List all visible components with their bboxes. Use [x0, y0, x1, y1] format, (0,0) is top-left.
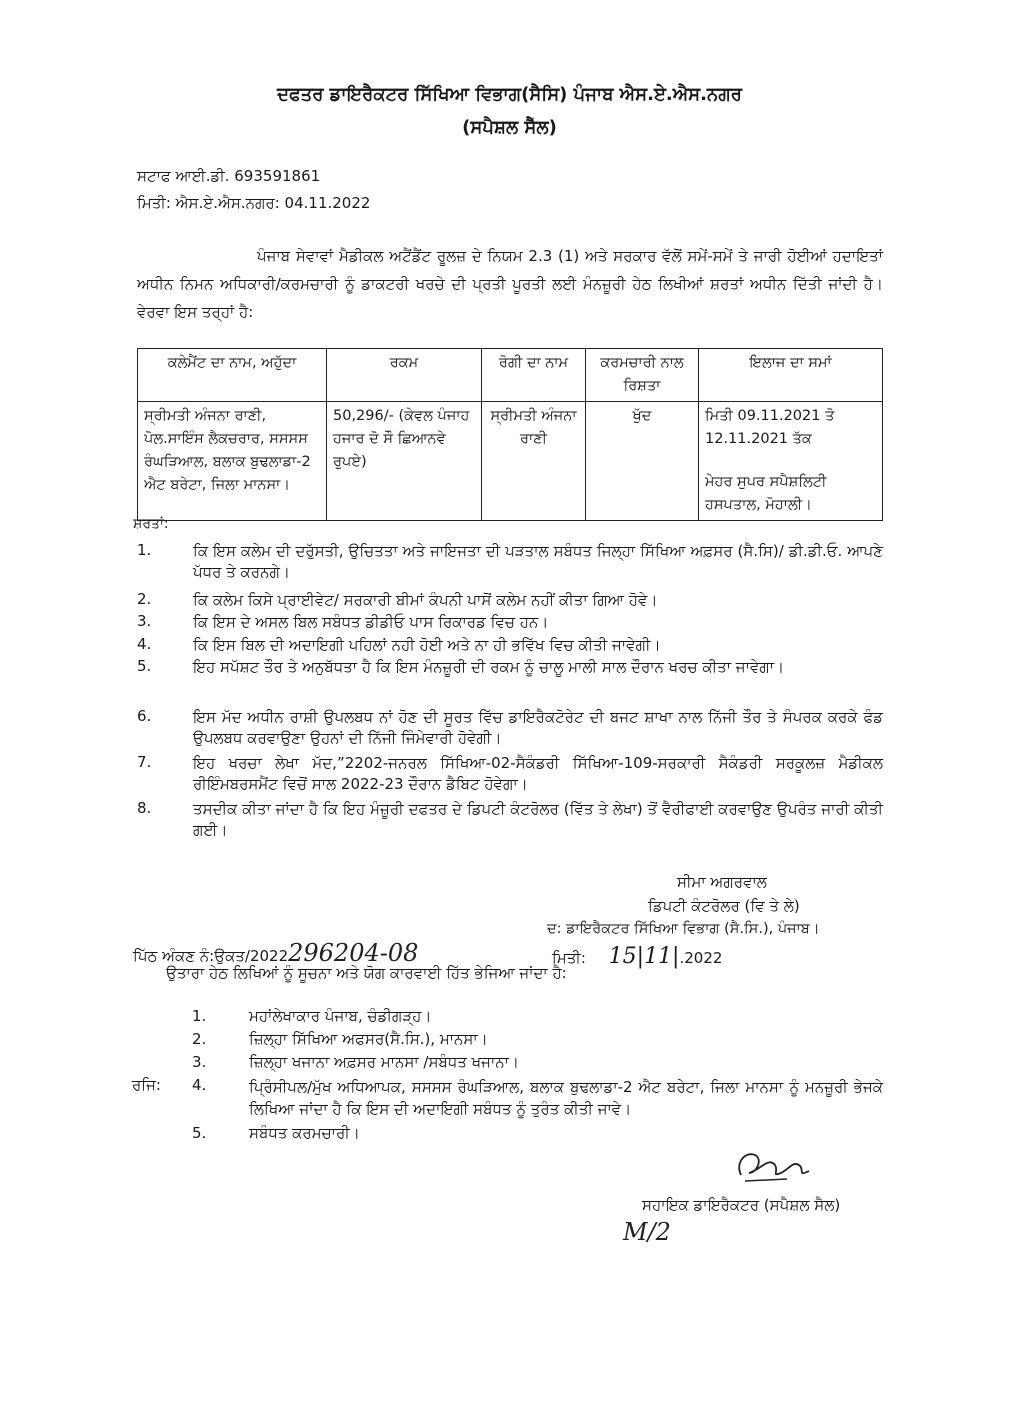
handwritten-date: 15|11|: [608, 944, 680, 969]
recipient-text: ਪ੍ਰਿੰਸੀਪਲ/ਮੁੱਖ ਅਧਿਆਪਕ, ਸਸਸਸ ਰੰਘੜਿਆਲ, ਬਲਾਕ ਬੁਢਲਾਡਾ-2 ਐਟ ਬਰੇਟਾ, ਜਿਲਾ ਮਾਨਸਾ ਨੂੰ ਮਨਜ਼ੂਰੀ ਭੇਜਕੇ ਲਿਖਿਆ ਜਾਂਦਾ ਹੈ ਕਿ ਇਸ ਦੀ ਅਦਾਇਗੀ ਸਬੰਧਤ ਨੂੰ ਤੁਰੰਤ ਕੀਤੀ ਜਾਵੇ।: [249, 1078, 883, 1118]
col-treatment-period: ਇਲਾਜ ਦਾ ਸਮਾਂ: [699, 349, 883, 402]
col-amount: ਰਕਮ: [327, 349, 482, 402]
condition-text: ਇਸ ਮੱਦ ਅਧੀਨ ਰਾਸ਼ੀ ਉਪਲਬਧ ਨਾਂ ਹੋਣ ਦੀ ਸੂਰਤ ਵਿੱਚ ਡਾਇਰੈਕਟੋਰੇਟ ਦੀ ਬਜਟ ਸ਼ਾਖਾ ਨਾਲ ਨਿੱਜੀ ਤੌਰ ਤੇ ਸੰਪਰਕ ਕਰਕੇ ਫੰਡ ਉਪਲਬਧ ਕਰਵਾਉਣਾ ਉਹਨਾਂ ਦੀ ਨਿੱਜੀ ਜਿੰਮੇਵਾਰੀ ਹੋਵੇਗੀ।: [193, 708, 883, 747]
recipient-text: ਜ਼ਿਲ੍ਹਾ ਸਿੱਖਿਆ ਅਫਸਰ(ਸੈ.ਸਿ.), ਮਾਨਸਾ।: [249, 1030, 488, 1048]
condition-number: 3.: [137, 612, 152, 630]
condition-text: ਕਿ ਇਸ ਕਲੇਮ ਦੀ ਦਰੁੱਸਤੀ, ਉਚਿਤਤਾ ਅਤੇ ਜਾਇਜਤਾ ਦੀ ਪੜਤਾਲ ਸਬੰਧਤ ਜਿਲ੍ਹਾ ਸਿੱਖਿਆ ਅਫ਼ਸਰ (ਸੈ.ਸਿ)/ ਡੀ.ਡੀ.ਓ. ਆਪਣੇ ਪੱਧਰ ਤੇ ਕਰਨਗੇ।: [193, 542, 883, 581]
signatory-office: ਦ: ਡਾਇਰੈਕਟਰ ਸਿੱਖਿਆ ਵਿਭਾਗ (ਸੈ.ਸਿ.), ਪੰਜਾਬ।: [547, 921, 820, 937]
recipient-number: 5.: [192, 1124, 207, 1142]
recipient-number: 4.: [192, 1076, 207, 1094]
handwritten-number: 296204-08: [288, 939, 419, 967]
table-row: [138, 402, 883, 521]
recipient-number: 1.: [192, 1007, 207, 1025]
office-title: ਦਫਤਰ ਡਾਇਰੈਕਟਰ ਸਿੱਖਿਆ ਵਿਭਾਗ(ਸੈਸਿ) ਪੰਜਾਬ ਐਸ.ਏ.ਐਸ.ਨਗਰ: [277, 84, 742, 105]
endorsement-date-label: ਮਿਤੀ:: [552, 949, 586, 967]
hospital-name: ਮੇਹਰ ਸੁਪਰ ਸਪੈਸ਼ਲਿਟੀ ਹਸਪਤਾਲ, ਮੋਹਾਲੀ।: [705, 474, 827, 513]
forward-text: ਉਤਾਰਾ ਹੇਠ ਲਿਖਿਆਂ ਨੂੰ ਸੂਚਨਾ ਅਤੇ ਯੋਗ ਕਾਰਵਾਈ ਹਿੱਤ ਭੇਜਿਆ ਜਾਂਦਾ ਹੈ:: [166, 964, 567, 982]
endorsement-number-label: ਪਿੱਠ ਅੰਕਣ ਨੰ:ਉਕਤ/2022: [133, 947, 289, 965]
patient-cell: ਸ੍ਰੀਮਤੀ ਅੰਜਨਾ ਰਾਣੀ: [482, 402, 586, 521]
signatory-designation: ਡਿਪਟੀ ਕੰਟਰੋਲਰ (ਵਿ ਤੇ ਲੇ): [648, 897, 800, 915]
condition-number: 1.: [137, 541, 152, 559]
endorsement-date: [552, 944, 722, 969]
col-claimant: ਕਲੇਮੈਂਟ ਦਾ ਨਾਮ, ਅਹੁੱਦਾ: [138, 349, 327, 402]
issue-date: ਮਿਤੀ: ਐਸ.ਏ.ਐਸ.ਨਗਰ: 04.11.2022: [137, 194, 371, 212]
period-cell: [699, 402, 883, 521]
condition-number: 4.: [137, 635, 152, 653]
condition-text: ਕਿ ਕਲੇਮ ਕਿਸੇ ਪ੍ਰਾਈਵੇਟ/ ਸਰਕਾਰੀ ਬੀਮਾਂ ਕੰਪਨੀ ਪਾਸੋਂ ਕਲੇਮ ਨਹੀਂ ਕੀਤਾ ਗਿਆ ਹੋਵੇ।: [193, 591, 658, 609]
condition-text: ਇਹ ਸਪੱਸ਼ਟ ਤੌਰ ਤੇ ਅਨੁਬੱਧਤਾ ਹੈ ਕਿ ਇਸ ਮੰਨਜ਼ੂਰੀ ਦੀ ਰਕਮ ਨੂੰ ਚਾਲੂ ਮਾਲੀ ਸਾਲ ਦੌਰਾਨ ਖਰਚ ਕੀਤਾ ਜਾਵੇਗਾ।: [193, 658, 785, 676]
endorsement-number: [133, 939, 418, 967]
signature-scribble: [727, 1143, 817, 1188]
recipient-text: ਜ਼ਿਲ੍ਹਾ ਖਜਾਨਾ ਅਫ਼ਸਰ ਮਾਨਸਾ /ਸਬੰਧਤ ਖਜਾਨਾ।: [249, 1053, 520, 1071]
condition-number: 7.: [137, 753, 152, 771]
endorsement-date-year: .2022: [679, 949, 723, 967]
amount-cell: 50,296/- (ਕੇਵਲ ਪੰਜਾਹ ਹਜਾਰ ਦੋ ਸੌ ਛਿਆਨਵੇ ਰੁਪਏ): [327, 402, 482, 521]
table-header-row: [138, 349, 883, 402]
condition-number: 5.: [137, 657, 152, 675]
cell-title: (ਸਪੈਸ਼ਲ ਸੈੱਲ): [462, 117, 557, 138]
condition-number: 2.: [137, 590, 152, 608]
treatment-dates: ਮਿਤੀ 09.11.2021 ਤੋ 12.11.2021 ਤੱਕ: [705, 408, 835, 447]
claimant-cell: ਸ੍ਰੀਮਤੀ ਅੰਜਨਾ ਰਾਣੀ, ਪੋਲ.ਸਾਇੰਸ ਲੈਕਚਰਾਰ, ਸਸਸਸ ਰੰਘੜਿਆਲ, ਬਲਾਕ ਬੁਢਲਾਡਾ-2 ਐਟ ਬਰੇਟਾ, ਜਿਲਾ ਮਾਨਸਾ।: [138, 402, 327, 521]
claim-table: [137, 348, 883, 521]
condition-text: ਕਿ ਇਸ ਦੇ ਅਸਲ ਬਿਲ ਸਬੰਧਤ ਡੀਡੀਓ ਪਾਸ ਰਿਕਾਰਡ ਵਿਚ ਹਨ।: [193, 613, 549, 631]
recipient-number: 3.: [192, 1053, 207, 1071]
relation-cell: ਖੁੱਦ: [586, 402, 699, 521]
registered-label: ਰਜਿ:: [132, 1076, 161, 1094]
condition-text: ਇਹ ਖਰਚਾ ਲੇਖਾ ਮੱਦ,”2202-ਜਨਰਲ ਸਿੱਖਿਆ-02-ਸੈਕੰਡਰੀ ਸਿੱਖਿਆ-109-ਸਰਕਾਰੀ ਸੈਕੰਡਰੀ ਸਰਕੂਲਜ਼ ਮੈਡੀਕਲ ਰੀਇੰਮਬਰਸਮੈਂਟ ਵਿਚੋਂ ਸਾਲ 2022-23 ਦੌਰਾਨ ਡੈਬਿਟ ਹੋਵੇਗਾ।: [193, 754, 883, 793]
condition-number: 8.: [137, 799, 152, 817]
col-patient: ਰੋਗੀ ਦਾ ਨਾਮ: [482, 349, 586, 402]
recipient-text: ਸਬੰਧਤ ਕਰਮਚਾਰੀ।: [249, 1124, 360, 1142]
handwritten-initials: M/2: [623, 1218, 671, 1246]
condition-number: 6.: [137, 707, 152, 725]
conditions-label: ਸ਼ਰਤਾਂ:: [133, 516, 169, 532]
col-relation: ਕਰਮਚਾਰੀ ਨਾਲ ਰਿਸ਼ਤਾ: [586, 349, 699, 402]
staff-id: ਸਟਾਫ ਆਈ.ਡੀ. 693591861: [137, 167, 321, 185]
condition-text: ਕਿ ਇਸ ਬਿਲ ਦੀ ਅਦਾਇਗੀ ਪਹਿਲਾਂ ਨਹੀ ਹੋਈ ਅਤੇ ਨਾ ਹੀ ਭਵਿੱਖ ਵਿਚ ਕੀਤੀ ਜਾਵੇਗੀ।: [193, 636, 661, 654]
assistant-director-designation: ਸਹਾਇਕ ਡਾਇਰੈਕਟਰ (ਸਪੈਸ਼ਲ ਸੈਲ): [642, 1196, 841, 1214]
signatory-name: ਸੀਮਾ ਅਗਰਵਾਲ: [677, 873, 767, 891]
recipient-text: ਮਹਾਂਲੇਖਾਕਾਰ ਪੰਜਾਬ, ਚੰਡੀਗੜ੍ਹ।: [249, 1007, 432, 1025]
recipient-number: 2.: [192, 1030, 207, 1048]
intro-paragraph: ਪੰਜਾਬ ਸੇਵਾਵਾਂ ਮੈਡੀਕਲ ਅਟੈਂਡੈਂਟ ਰੂਲਜ਼ ਦੇ ਨਿਯਮ 2.3 (1) ਅਤੇ ਸਰਕਾਰ ਵੱਲੋਂ ਸਮੇਂ-ਸਮੇਂ ਤੇ ਜਾਰੀ ਹੋਈਆਂ ਹਦਾਇਤਾਂ ਅਧੀਨ ਨਿਮਨ ਅਧਿਕਾਰੀ/ਕਰਮਚਾਰੀ ਨੂੰ ਡਾਕਟਰੀ ਖਰਚੇ ਦੀ ਪ੍ਰਤੀ ਪੂਰਤੀ ਲਈ ਮੰਨਜ਼ੂਰੀ ਹੇਠ ਲਿਖੀਆਂ ਸ਼ਰਤਾਂ ਅਧੀਨ ਦਿੱਤੀ ਜਾਂਦੀ ਹੈ। ਵੇਰਵਾ ਇਸ ਤਰ੍ਹਾਂ ਹੈ:: [137, 247, 883, 321]
condition-text: ਤਸਦੀਕ ਕੀਤਾ ਜਾਂਦਾ ਹੈ ਕਿ ਇਹ ਮੰਜ਼ੂਰੀ ਦਫਤਰ ਦੇ ਡਿਪਟੀ ਕੰਟਰੋਲਰ (ਵਿੱਤ ਤੇ ਲੇਖਾ) ਤੋਂ ਵੈਰੀਫਾਈ ਕਰਵਾਉਣ ਉਪਰੰਤ ਜਾਰੀ ਕੀਤੀ ਗਈ।: [193, 800, 883, 839]
